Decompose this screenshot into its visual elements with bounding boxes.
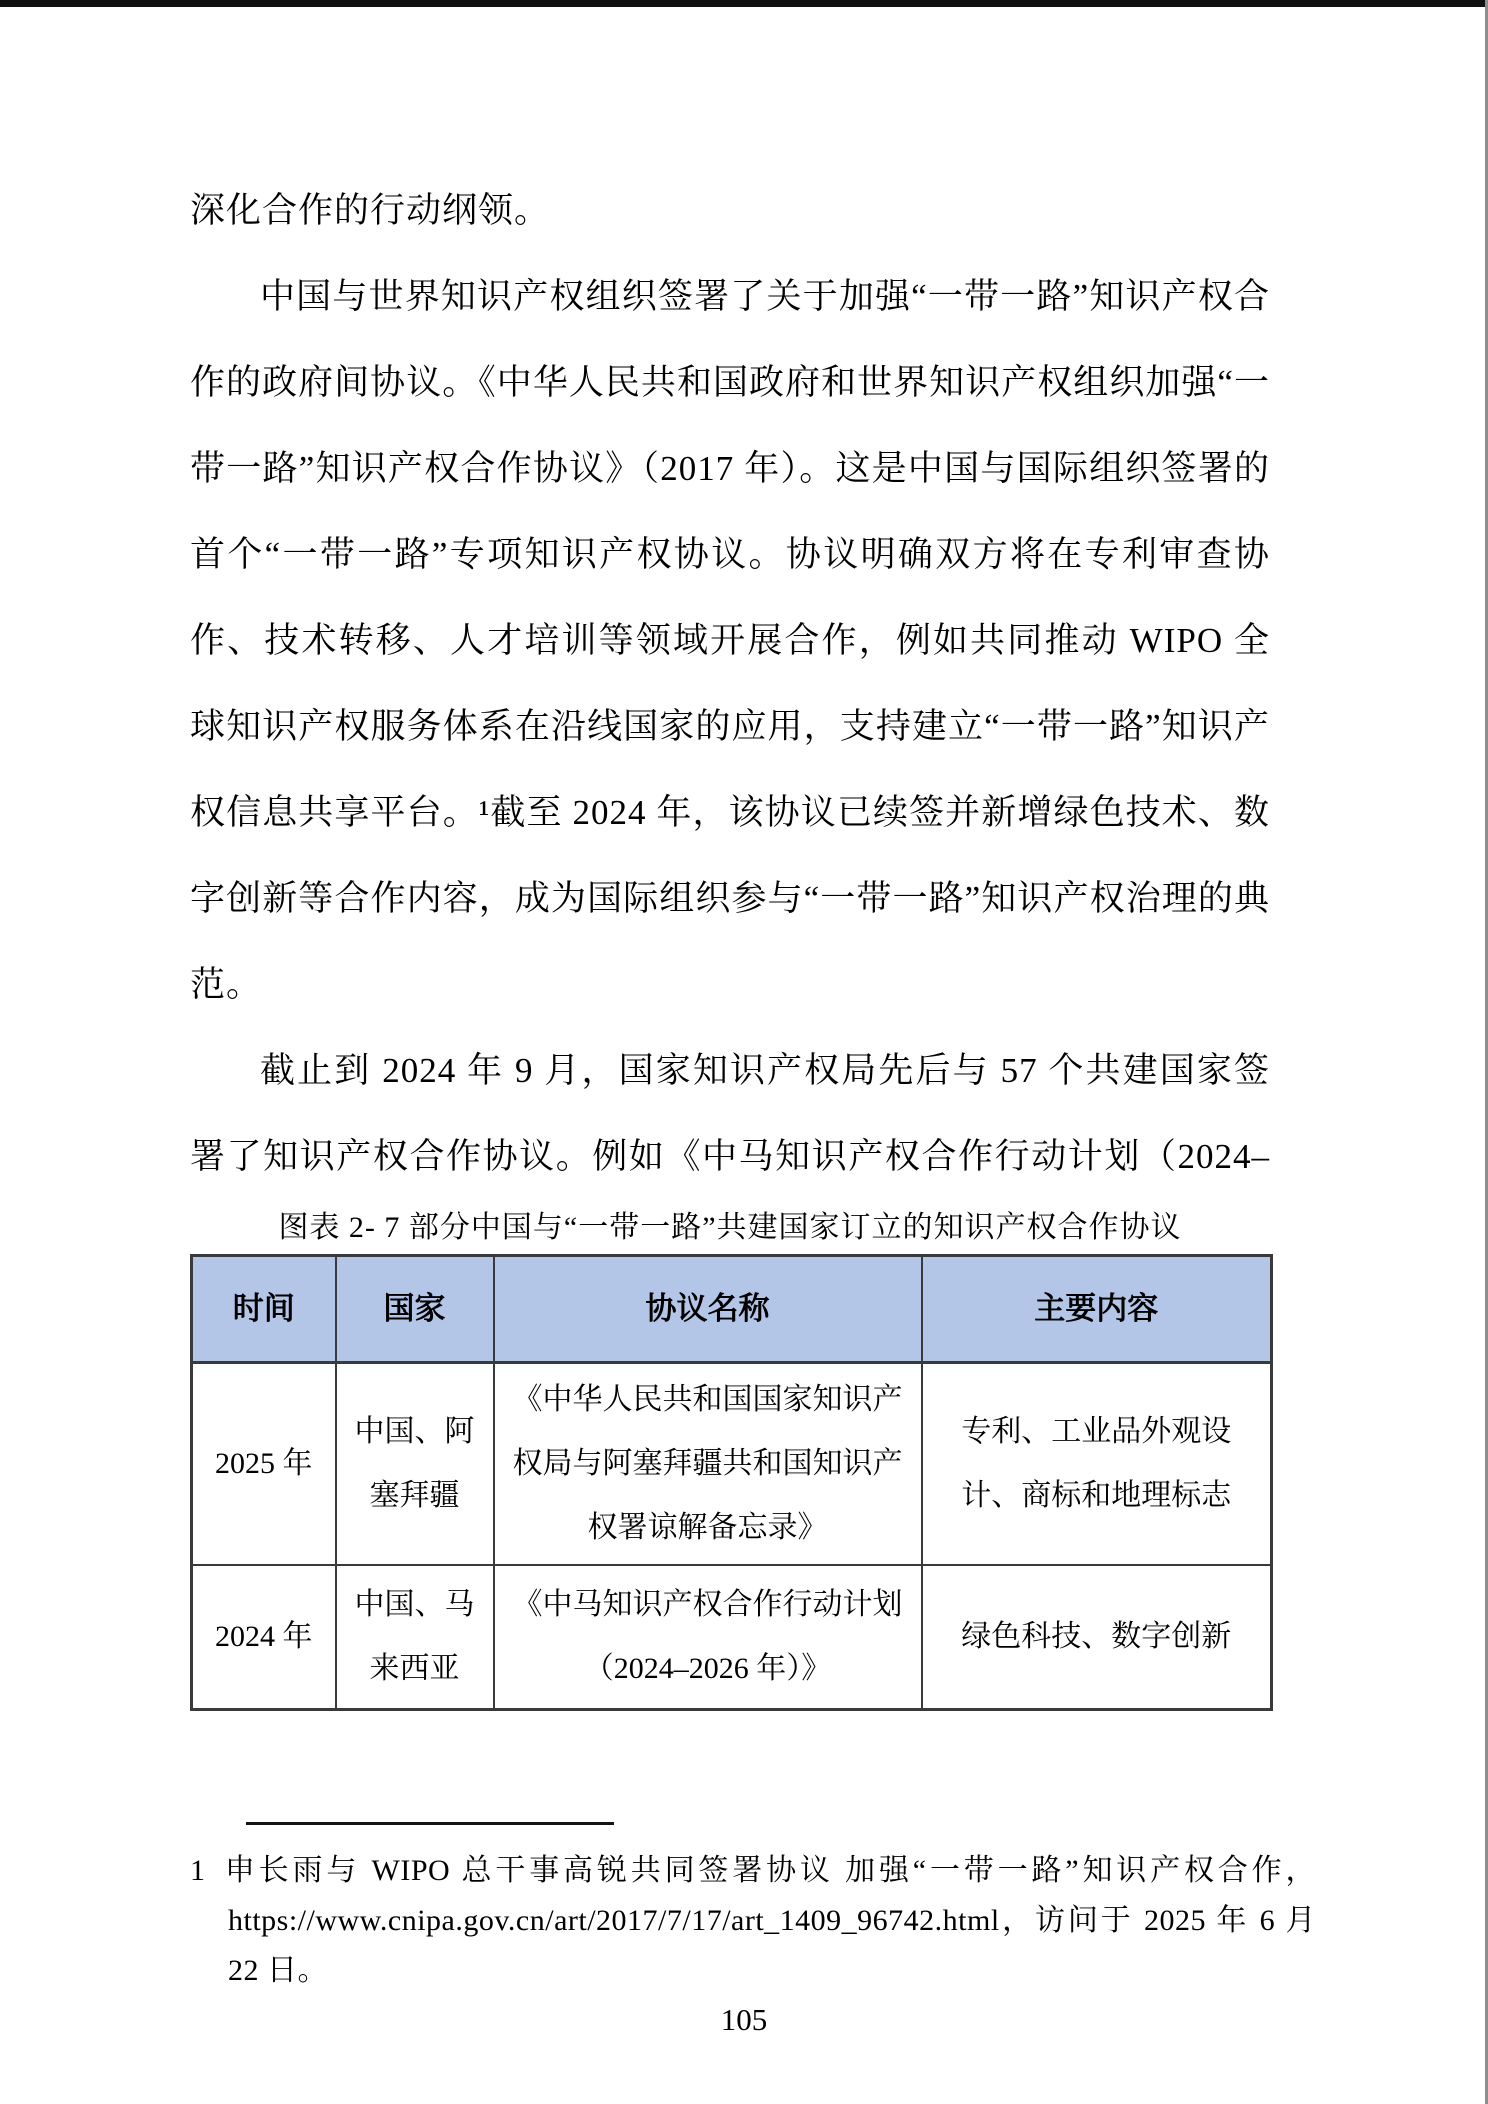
- footnote-marker: 1: [190, 1854, 206, 1887]
- cell-content: 专利、工业品外观设计、商标和地理标志: [922, 1363, 1272, 1566]
- agreements-table: [190, 1254, 1273, 1711]
- cell-agreement: 《中马知识产权合作行动计划（2024–2026 年）》: [494, 1565, 922, 1710]
- footnote: [190, 1846, 1316, 1996]
- paragraph-continuation: 深化合作的行动纲领。: [190, 191, 551, 230]
- paragraph-wipo-agreement: 中国与世界知识产权组织签署了关于加强“一带一路”知识产权合作的政府间协议。《中华人民共和国政府和世界知识产权组织加强“一带一路”知识产权合作协议》（2017 年）。这是中国与国际组织签署的首个“一带一路”专项知识产权协议。协议明确双方将在专利审查协作、技术转移、人才培训等领域开展合作，例如共同推动 WIPO 全球知识产权服务体系在沿线国家的应用，支持建立“一带一路”知识产权信息共享平台。¹截至 2024 年，该协议已续签并新增绿色技术、数字创新等合作内容，成为国际组织参与“一带一路”知识产权治理的典范。: [190, 277, 1270, 1004]
- cell-agreement: 《中华人民共和国国家知识产权局与阿塞拜疆共和国知识产权署谅解备忘录》: [494, 1363, 922, 1566]
- col-header-country: 国家: [336, 1256, 494, 1363]
- page-number: 105: [720, 2002, 768, 2037]
- footnote-separator: [246, 1822, 614, 1825]
- page-top-edge: [0, 0, 1488, 7]
- col-header-main-content: 主要内容: [922, 1256, 1272, 1363]
- col-header-agreement-name: 协议名称: [494, 1256, 922, 1363]
- col-header-time: 时间: [192, 1256, 336, 1363]
- cell-time: 2024 年: [192, 1565, 336, 1710]
- table-row: [192, 1565, 1272, 1710]
- paragraph-cooperation-agreements: 截止到 2024 年 9 月，国家知识产权局先后与 57 个共建国家签署了知识产权合作协议。例如《中马知识产权合作行动计划（2024–: [190, 1051, 1270, 1176]
- cell-time: 2025 年: [192, 1363, 336, 1566]
- cell-country: 中国、马来西亚: [336, 1565, 494, 1710]
- body-text: [190, 168, 1270, 1202]
- table-caption: 图表 2- 7 部分中国与“一带一路”共建国家订立的知识产权合作协议: [278, 1211, 1182, 1244]
- footnote-text: 申长雨与 WIPO 总干事高锐共同签署协议 加强“一带一路”知识产权合作，https://www.cnipa.gov.cn/art/2017/7/17/art_1409_96742.html，访问于 2025 年 6 月 22 日。: [221, 1854, 1316, 1987]
- table-header-row: [192, 1256, 1272, 1363]
- table-row: [192, 1363, 1272, 1566]
- cell-content: 绿色科技、数字创新: [922, 1565, 1272, 1710]
- cell-country: 中国、阿塞拜疆: [336, 1363, 494, 1566]
